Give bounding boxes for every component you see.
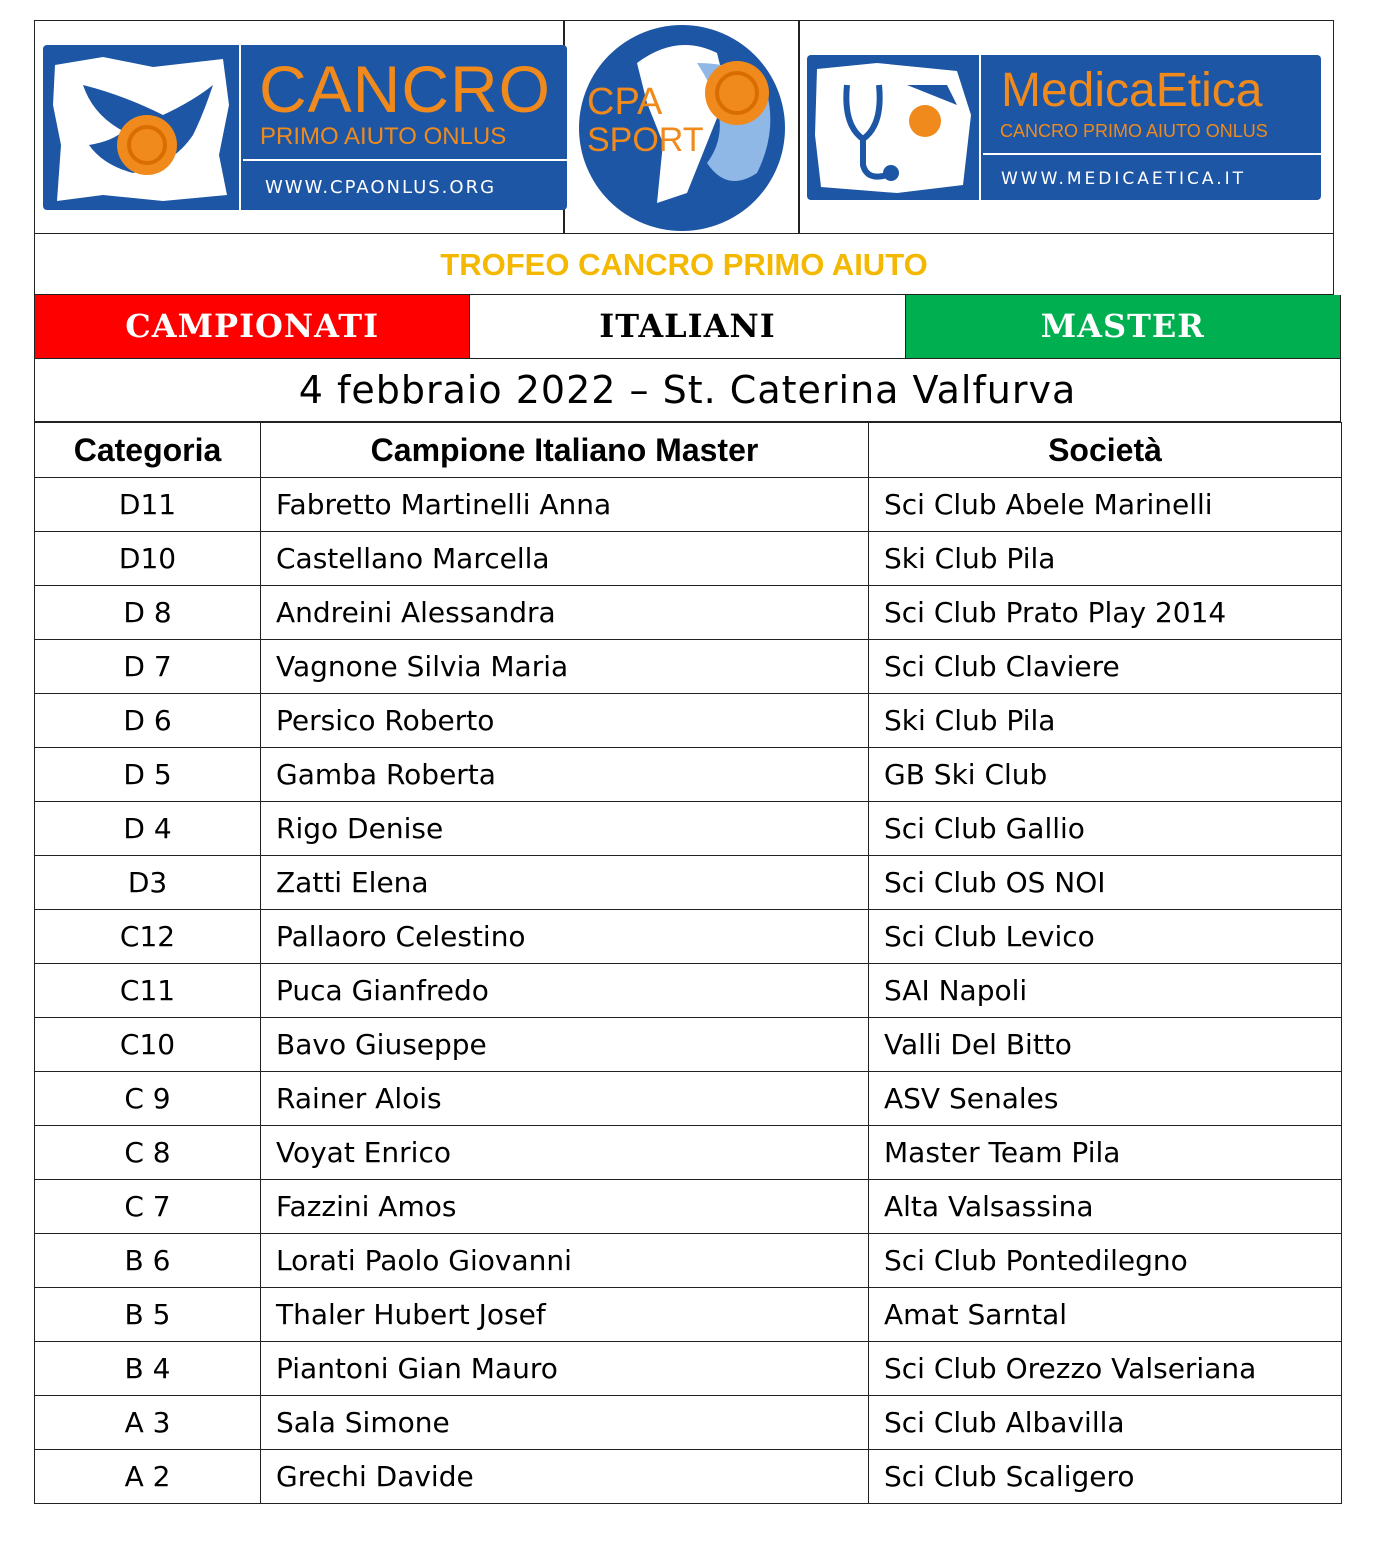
category-cell: C11 bbox=[35, 964, 261, 1018]
cpa-subtitle: PRIMO AIUTO ONLUS bbox=[260, 123, 507, 150]
column-header-champion: Campione Italiano Master bbox=[261, 423, 869, 478]
table-row bbox=[35, 910, 1342, 964]
medicaetica-subtitle: CANCRO PRIMO AIUTO ONLUS bbox=[1000, 121, 1268, 141]
table-row bbox=[35, 694, 1342, 748]
category-cell: B 5 bbox=[35, 1288, 261, 1342]
category-cell: A 3 bbox=[35, 1396, 261, 1450]
champion-cell: Fazzini Amos bbox=[261, 1180, 869, 1234]
table-row bbox=[35, 1234, 1342, 1288]
table-row bbox=[35, 802, 1342, 856]
category-cell: D10 bbox=[35, 532, 261, 586]
category-cell: D11 bbox=[35, 478, 261, 532]
category-cell: C 8 bbox=[35, 1126, 261, 1180]
category-cell: D 4 bbox=[35, 802, 261, 856]
club-cell: Sci Club OS NOI bbox=[869, 856, 1342, 910]
champion-cell: Bavo Giuseppe bbox=[261, 1018, 869, 1072]
category-cell: C12 bbox=[35, 910, 261, 964]
category-cell: D 7 bbox=[35, 640, 261, 694]
category-cell: B 6 bbox=[35, 1234, 261, 1288]
banner-campionati: CAMPIONATI bbox=[35, 295, 470, 358]
trophy-title: TROFEO CANCRO PRIMO AIUTO bbox=[34, 233, 1334, 295]
header-divider bbox=[798, 21, 800, 234]
champion-cell: Sala Simone bbox=[261, 1396, 869, 1450]
cpa-url: WWW.CPAONLUS.ORG bbox=[265, 177, 497, 198]
club-cell: Sci Club Prato Play 2014 bbox=[869, 586, 1342, 640]
logo-divider bbox=[983, 153, 1321, 155]
banner-italiani: ITALIANI bbox=[470, 295, 905, 358]
club-cell: Sci Club Scaligero bbox=[869, 1450, 1342, 1504]
banner-master: MASTER bbox=[906, 295, 1340, 358]
champion-cell: Zatti Elena bbox=[261, 856, 869, 910]
hand-icon bbox=[43, 45, 241, 210]
club-cell: Master Team Pila bbox=[869, 1126, 1342, 1180]
table-row bbox=[35, 1018, 1342, 1072]
championship-banner bbox=[34, 295, 1341, 359]
table-row bbox=[35, 964, 1342, 1018]
champion-cell: Gamba Roberta bbox=[261, 748, 869, 802]
club-cell: Sci Club Abele Marinelli bbox=[869, 478, 1342, 532]
category-cell: D3 bbox=[35, 856, 261, 910]
category-cell: D 5 bbox=[35, 748, 261, 802]
cpa-onlus-logo bbox=[43, 45, 567, 210]
table-row bbox=[35, 1450, 1342, 1504]
category-cell: A 2 bbox=[35, 1450, 261, 1504]
club-cell: Valli Del Bitto bbox=[869, 1018, 1342, 1072]
category-cell: D 8 bbox=[35, 586, 261, 640]
category-cell: C 9 bbox=[35, 1072, 261, 1126]
category-cell: B 4 bbox=[35, 1342, 261, 1396]
champion-cell: Pallaoro Celestino bbox=[261, 910, 869, 964]
table-header-row bbox=[35, 423, 1342, 478]
table-row bbox=[35, 1342, 1342, 1396]
club-cell: SAI Napoli bbox=[869, 964, 1342, 1018]
table-row bbox=[35, 586, 1342, 640]
club-cell: Sci Club Claviere bbox=[869, 640, 1342, 694]
champion-cell: Andreini Alessandra bbox=[261, 586, 869, 640]
table-row bbox=[35, 640, 1342, 694]
champion-cell: Grechi Davide bbox=[261, 1450, 869, 1504]
results-table bbox=[34, 422, 1342, 1504]
category-cell: C 7 bbox=[35, 1180, 261, 1234]
sport-line1: CPA bbox=[587, 81, 663, 123]
table-row bbox=[35, 1072, 1342, 1126]
champion-cell: Castellano Marcella bbox=[261, 532, 869, 586]
logo-divider bbox=[243, 159, 567, 161]
cpa-name: CANCRO bbox=[259, 52, 552, 126]
club-cell: GB Ski Club bbox=[869, 748, 1342, 802]
club-cell: ASV Senales bbox=[869, 1072, 1342, 1126]
champion-cell: Lorati Paolo Giovanni bbox=[261, 1234, 869, 1288]
table-row bbox=[35, 1396, 1342, 1450]
club-cell: Amat Sarntal bbox=[869, 1288, 1342, 1342]
champion-cell: Rainer Alois bbox=[261, 1072, 869, 1126]
table-row bbox=[35, 1288, 1342, 1342]
results-sheet bbox=[34, 20, 1341, 1504]
champion-cell: Fabretto Martinelli Anna bbox=[261, 478, 869, 532]
stethoscope-icon bbox=[807, 55, 981, 200]
champion-cell: Puca Gianfredo bbox=[261, 964, 869, 1018]
champion-cell: Piantoni Gian Mauro bbox=[261, 1342, 869, 1396]
club-cell: Alta Valsassina bbox=[869, 1180, 1342, 1234]
table-row bbox=[35, 856, 1342, 910]
medicaetica-url: WWW.MEDICAETICA.IT bbox=[1001, 169, 1247, 189]
event-date: 4 febbraio 2022 – St. Caterina Valfurva bbox=[34, 359, 1341, 422]
table-row bbox=[35, 748, 1342, 802]
champion-cell: Thaler Hubert Josef bbox=[261, 1288, 869, 1342]
club-cell: Ski Club Pila bbox=[869, 532, 1342, 586]
champion-cell: Rigo Denise bbox=[261, 802, 869, 856]
champion-cell: Persico Roberto bbox=[261, 694, 869, 748]
club-cell: Sci Club Pontedilegno bbox=[869, 1234, 1342, 1288]
table-row bbox=[35, 478, 1342, 532]
medicaetica-name: MedicaEtica bbox=[1001, 64, 1263, 117]
champion-cell: Voyat Enrico bbox=[261, 1126, 869, 1180]
club-cell: Ski Club Pila bbox=[869, 694, 1342, 748]
logo-header bbox=[34, 20, 1334, 233]
category-cell: D 6 bbox=[35, 694, 261, 748]
club-cell: Sci Club Levico bbox=[869, 910, 1342, 964]
medicaetica-logo bbox=[807, 55, 1321, 200]
club-cell: Sci Club Orezzo Valseriana bbox=[869, 1342, 1342, 1396]
club-cell: Sci Club Albavilla bbox=[869, 1396, 1342, 1450]
table-row bbox=[35, 532, 1342, 586]
champion-cell: Vagnone Silvia Maria bbox=[261, 640, 869, 694]
cpa-sport-logo bbox=[577, 23, 789, 233]
column-header-club: Società bbox=[869, 423, 1342, 478]
sport-line2: SPORT bbox=[587, 121, 704, 159]
table-row bbox=[35, 1180, 1342, 1234]
category-cell: C10 bbox=[35, 1018, 261, 1072]
table-row bbox=[35, 1126, 1342, 1180]
column-header-category: Categoria bbox=[35, 423, 261, 478]
club-cell: Sci Club Gallio bbox=[869, 802, 1342, 856]
